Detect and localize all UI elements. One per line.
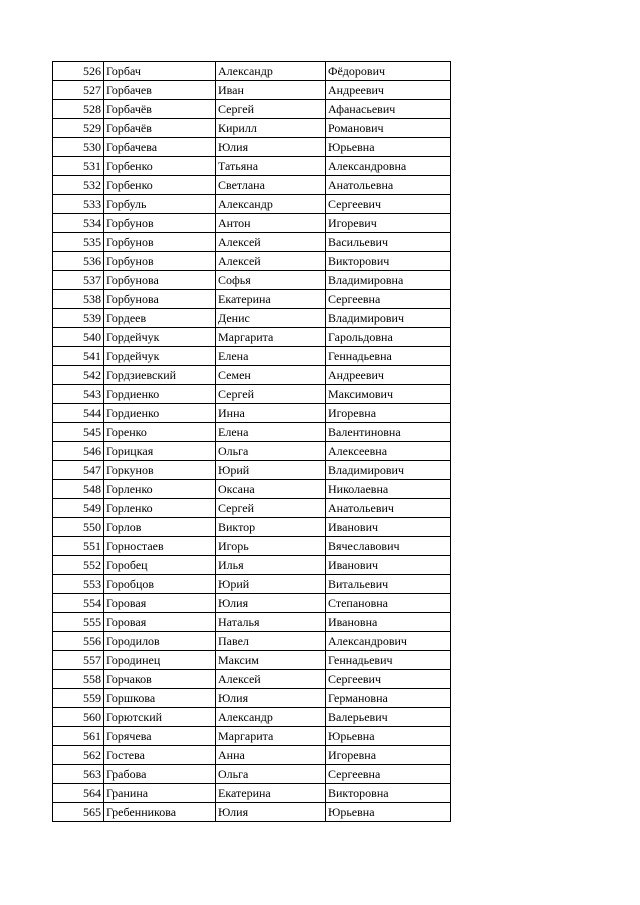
patronymic-cell: Геннадьевич	[326, 651, 451, 670]
row-number: 556	[53, 632, 104, 651]
last-name-cell: Городинец	[104, 651, 216, 670]
first-name-cell: Илья	[216, 556, 326, 575]
patronymic-cell: Викторович	[326, 252, 451, 271]
patronymic-cell: Романович	[326, 119, 451, 138]
table-row	[53, 233, 451, 252]
patronymic-cell: Игоревич	[326, 214, 451, 233]
table-row	[53, 499, 451, 518]
last-name-cell: Горобцов	[104, 575, 216, 594]
row-number: 540	[53, 328, 104, 347]
first-name-cell: Семен	[216, 366, 326, 385]
last-name-cell: Горбуль	[104, 195, 216, 214]
first-name-cell: Маргарита	[216, 727, 326, 746]
last-name-cell: Гордеев	[104, 309, 216, 328]
patronymic-cell: Вячеславович	[326, 537, 451, 556]
last-name-cell: Гордиенко	[104, 385, 216, 404]
table-row	[53, 157, 451, 176]
patronymic-cell: Александрович	[326, 632, 451, 651]
row-number: 544	[53, 404, 104, 423]
row-number: 554	[53, 594, 104, 613]
last-name-cell: Горячева	[104, 727, 216, 746]
first-name-cell: Оксана	[216, 480, 326, 499]
patronymic-cell: Фёдорович	[326, 62, 451, 81]
last-name-cell: Горностаев	[104, 537, 216, 556]
last-name-cell: Городилов	[104, 632, 216, 651]
patronymic-cell: Максимович	[326, 385, 451, 404]
table-row	[53, 708, 451, 727]
last-name-cell: Гордейчук	[104, 328, 216, 347]
first-name-cell: Павел	[216, 632, 326, 651]
row-number: 527	[53, 81, 104, 100]
patronymic-cell: Игоревна	[326, 404, 451, 423]
table-row	[53, 271, 451, 290]
patronymic-cell: Гарольдовна	[326, 328, 451, 347]
table-row	[53, 480, 451, 499]
first-name-cell: Юлия	[216, 689, 326, 708]
patronymic-cell: Афанасьевич	[326, 100, 451, 119]
last-name-cell: Горленко	[104, 480, 216, 499]
first-name-cell: Алексей	[216, 233, 326, 252]
last-name-cell: Гребенникова	[104, 803, 216, 822]
patronymic-cell: Сергеевна	[326, 765, 451, 784]
first-name-cell: Светлана	[216, 176, 326, 195]
first-name-cell: Алексей	[216, 252, 326, 271]
table-row	[53, 423, 451, 442]
table-row	[53, 290, 451, 309]
patronymic-cell: Владимировна	[326, 271, 451, 290]
row-number: 530	[53, 138, 104, 157]
table-row	[53, 81, 451, 100]
table-row	[53, 651, 451, 670]
table-row	[53, 556, 451, 575]
last-name-cell: Горбенко	[104, 176, 216, 195]
last-name-cell: Горобец	[104, 556, 216, 575]
table-row	[53, 366, 451, 385]
row-number: 548	[53, 480, 104, 499]
table-row	[53, 347, 451, 366]
last-name-cell: Горенко	[104, 423, 216, 442]
patronymic-cell: Анатольевна	[326, 176, 451, 195]
table-row	[53, 689, 451, 708]
row-number: 550	[53, 518, 104, 537]
table-row	[53, 62, 451, 81]
table-row	[53, 575, 451, 594]
row-number: 538	[53, 290, 104, 309]
last-name-cell: Горленко	[104, 499, 216, 518]
patronymic-cell: Иванович	[326, 518, 451, 537]
name-list-table	[52, 61, 451, 822]
first-name-cell: Виктор	[216, 518, 326, 537]
patronymic-cell: Андреевич	[326, 81, 451, 100]
last-name-cell: Горбунова	[104, 290, 216, 309]
first-name-cell: Сергей	[216, 385, 326, 404]
first-name-cell: Юрий	[216, 461, 326, 480]
row-number: 533	[53, 195, 104, 214]
first-name-cell: Юлия	[216, 803, 326, 822]
row-number: 558	[53, 670, 104, 689]
row-number: 557	[53, 651, 104, 670]
patronymic-cell: Сергеевич	[326, 195, 451, 214]
row-number: 545	[53, 423, 104, 442]
patronymic-cell: Васильевич	[326, 233, 451, 252]
table-row	[53, 100, 451, 119]
last-name-cell: Горчаков	[104, 670, 216, 689]
first-name-cell: Юрий	[216, 575, 326, 594]
first-name-cell: Александр	[216, 62, 326, 81]
patronymic-cell: Юрьевна	[326, 803, 451, 822]
table-row	[53, 670, 451, 689]
first-name-cell: Игорь	[216, 537, 326, 556]
last-name-cell: Горбунов	[104, 233, 216, 252]
table-row	[53, 613, 451, 632]
first-name-cell: Елена	[216, 347, 326, 366]
row-number: 552	[53, 556, 104, 575]
patronymic-cell: Геннадьевна	[326, 347, 451, 366]
row-number: 542	[53, 366, 104, 385]
row-number: 555	[53, 613, 104, 632]
row-number: 535	[53, 233, 104, 252]
first-name-cell: Сергей	[216, 499, 326, 518]
last-name-cell: Горбачёв	[104, 100, 216, 119]
first-name-cell: Антон	[216, 214, 326, 233]
table-row	[53, 594, 451, 613]
first-name-cell: Екатерина	[216, 784, 326, 803]
table-row	[53, 119, 451, 138]
row-number: 526	[53, 62, 104, 81]
row-number: 534	[53, 214, 104, 233]
table-row	[53, 537, 451, 556]
patronymic-cell: Ивановна	[326, 613, 451, 632]
patronymic-cell: Анатольевич	[326, 499, 451, 518]
table-row	[53, 328, 451, 347]
patronymic-cell: Степановна	[326, 594, 451, 613]
table-row	[53, 138, 451, 157]
first-name-cell: Екатерина	[216, 290, 326, 309]
table-row	[53, 176, 451, 195]
first-name-cell: Александр	[216, 195, 326, 214]
first-name-cell: Татьяна	[216, 157, 326, 176]
table-row	[53, 404, 451, 423]
last-name-cell: Гостева	[104, 746, 216, 765]
patronymic-cell: Валентиновна	[326, 423, 451, 442]
row-number: 549	[53, 499, 104, 518]
first-name-cell: Софья	[216, 271, 326, 290]
last-name-cell: Горбунов	[104, 214, 216, 233]
patronymic-cell: Сергеевна	[326, 290, 451, 309]
table-row	[53, 195, 451, 214]
row-number: 563	[53, 765, 104, 784]
table-row	[53, 214, 451, 233]
first-name-cell: Ольга	[216, 442, 326, 461]
patronymic-cell: Владимирович	[326, 309, 451, 328]
first-name-cell: Александр	[216, 708, 326, 727]
table-row	[53, 746, 451, 765]
patronymic-cell: Юрьевна	[326, 727, 451, 746]
first-name-cell: Анна	[216, 746, 326, 765]
name-list-body	[53, 62, 451, 822]
patronymic-cell: Иванович	[326, 556, 451, 575]
row-number: 537	[53, 271, 104, 290]
row-number: 531	[53, 157, 104, 176]
row-number: 561	[53, 727, 104, 746]
row-number: 562	[53, 746, 104, 765]
last-name-cell: Гордиенко	[104, 404, 216, 423]
first-name-cell: Наталья	[216, 613, 326, 632]
last-name-cell: Гордейчук	[104, 347, 216, 366]
row-number: 532	[53, 176, 104, 195]
last-name-cell: Горовая	[104, 613, 216, 632]
first-name-cell: Юлия	[216, 138, 326, 157]
patronymic-cell: Алексеевна	[326, 442, 451, 461]
first-name-cell: Максим	[216, 651, 326, 670]
first-name-cell: Кирилл	[216, 119, 326, 138]
row-number: 553	[53, 575, 104, 594]
table-row	[53, 309, 451, 328]
table-row	[53, 803, 451, 822]
last-name-cell: Горкунов	[104, 461, 216, 480]
patronymic-cell: Витальевич	[326, 575, 451, 594]
patronymic-cell: Владимирович	[326, 461, 451, 480]
row-number: 536	[53, 252, 104, 271]
first-name-cell: Сергей	[216, 100, 326, 119]
row-number: 543	[53, 385, 104, 404]
table-row	[53, 784, 451, 803]
row-number: 541	[53, 347, 104, 366]
last-name-cell: Гордзиевский	[104, 366, 216, 385]
last-name-cell: Горбенко	[104, 157, 216, 176]
last-name-cell: Грабова	[104, 765, 216, 784]
first-name-cell: Алексей	[216, 670, 326, 689]
last-name-cell: Горшкова	[104, 689, 216, 708]
patronymic-cell: Александровна	[326, 157, 451, 176]
last-name-cell: Горбачёв	[104, 119, 216, 138]
last-name-cell: Горовая	[104, 594, 216, 613]
row-number: 559	[53, 689, 104, 708]
row-number: 529	[53, 119, 104, 138]
row-number: 528	[53, 100, 104, 119]
row-number: 547	[53, 461, 104, 480]
row-number: 539	[53, 309, 104, 328]
row-number: 560	[53, 708, 104, 727]
table-row	[53, 632, 451, 651]
first-name-cell: Юлия	[216, 594, 326, 613]
first-name-cell: Маргарита	[216, 328, 326, 347]
patronymic-cell: Викторовна	[326, 784, 451, 803]
patronymic-cell: Юрьевна	[326, 138, 451, 157]
last-name-cell: Горлов	[104, 518, 216, 537]
table-row	[53, 518, 451, 537]
patronymic-cell: Валерьевич	[326, 708, 451, 727]
last-name-cell: Гранина	[104, 784, 216, 803]
last-name-cell: Горбачева	[104, 138, 216, 157]
row-number: 564	[53, 784, 104, 803]
row-number: 551	[53, 537, 104, 556]
last-name-cell: Горбунов	[104, 252, 216, 271]
first-name-cell: Ольга	[216, 765, 326, 784]
table-row	[53, 461, 451, 480]
table-row	[53, 727, 451, 746]
table-row	[53, 385, 451, 404]
last-name-cell: Горицкая	[104, 442, 216, 461]
patronymic-cell: Николаевна	[326, 480, 451, 499]
first-name-cell: Иван	[216, 81, 326, 100]
patronymic-cell: Андреевич	[326, 366, 451, 385]
last-name-cell: Горбунова	[104, 271, 216, 290]
table-row	[53, 765, 451, 784]
patronymic-cell: Германовна	[326, 689, 451, 708]
last-name-cell: Горбач	[104, 62, 216, 81]
row-number: 546	[53, 442, 104, 461]
table-row	[53, 442, 451, 461]
row-number: 565	[53, 803, 104, 822]
first-name-cell: Елена	[216, 423, 326, 442]
first-name-cell: Инна	[216, 404, 326, 423]
last-name-cell: Горбачев	[104, 81, 216, 100]
first-name-cell: Денис	[216, 309, 326, 328]
last-name-cell: Горютский	[104, 708, 216, 727]
table-row	[53, 252, 451, 271]
patronymic-cell: Игоревна	[326, 746, 451, 765]
patronymic-cell: Сергеевич	[326, 670, 451, 689]
